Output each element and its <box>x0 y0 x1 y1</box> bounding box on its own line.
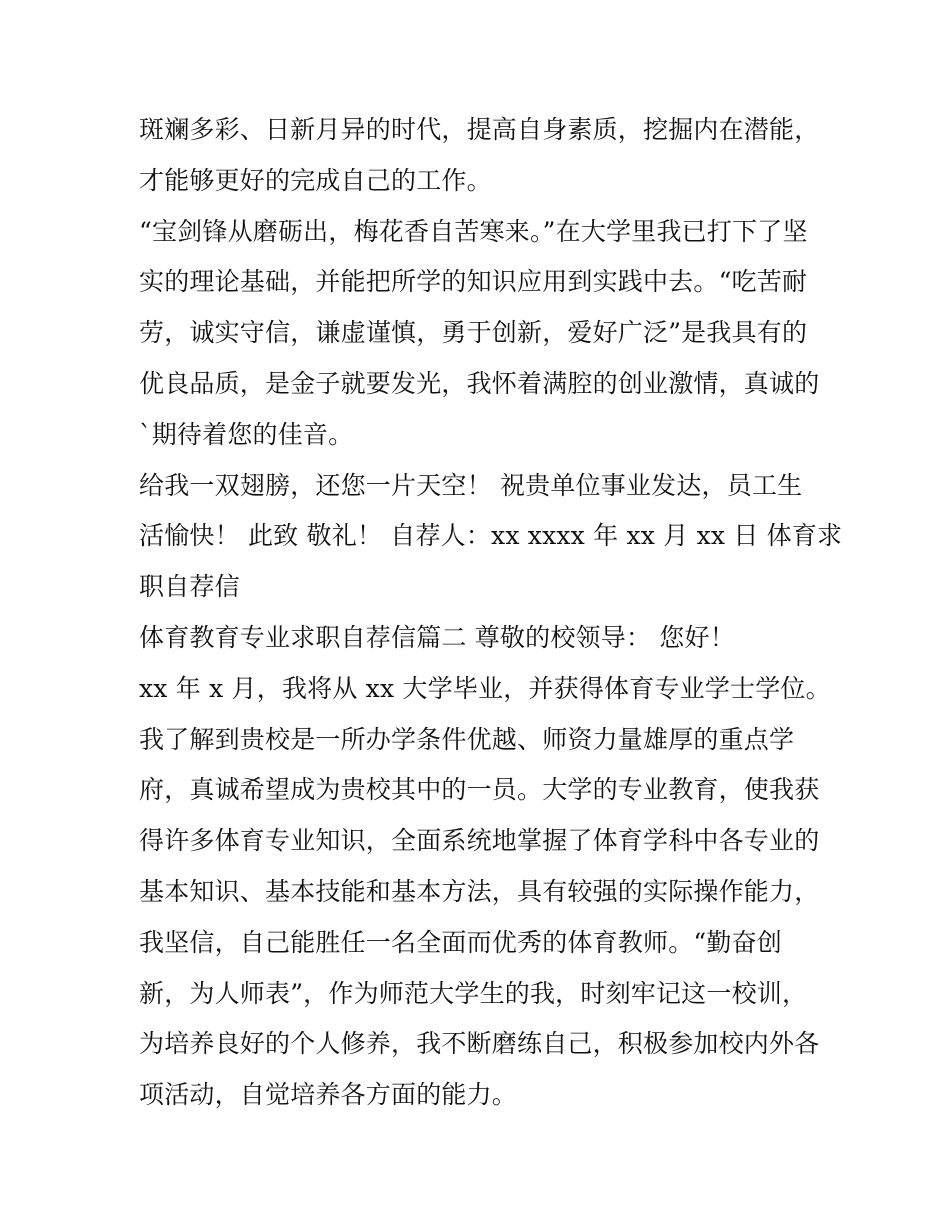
text-line: 才能够更好的完成自己的工作。 <box>139 165 492 195</box>
text-line: xx 年 x 月，我将从 xx 大学毕业，并获得体育专业学士学位。 <box>139 673 831 703</box>
document-body <box>139 105 843 1121</box>
text-line: 项活动，自觉培养各方面的能力。 <box>139 1080 518 1110</box>
text-line: 府，真诚希望成为贵校其中的一员。大学的专业教育，使我获 <box>139 775 820 805</box>
text-line: 我坚信，自己能胜任一名全面而优秀的体育教师。“勤奋创 <box>139 927 782 957</box>
text-line: 体育教育专业求职自荐信篇二 尊敬的校领导： 您好！ <box>139 622 735 652</box>
text-line: “宝剑锋从磨砺出，梅花香自苦寒来。”在大学里我已打下了坚 <box>139 216 808 246</box>
text-line: `期待着您的佳音。 <box>139 419 354 449</box>
text-line: 为培养良好的个人修养，我不断磨练自己，积极参加校内外各 <box>139 1029 820 1059</box>
text-line: 优良品质，是金子就要发光，我怀着满腔的创业激情，真诚的 <box>139 368 820 398</box>
text-line: 职自荐信 <box>139 572 240 602</box>
text-line: 活愉快！ 此致 敬礼！ 自荐人：xx xxxx 年 xx 月 xx 日 体育求 <box>139 521 843 551</box>
text-line: 得许多体育专业知识，全面系统地掌握了体育学科中各专业的 <box>139 826 820 856</box>
text-line: 实的理论基础，并能把所学的知识应用到实践中去。“吃苦耐 <box>139 267 808 297</box>
text-line: 我了解到贵校是一所办学条件优越、师资力量雄厚的重点学 <box>139 724 795 754</box>
text-line: 斑斓多彩、日新月异的时代，提高自身素质，挖掘内在潜能， <box>139 115 820 144</box>
text-line: 给我一双翅膀，还您一片天空！ 祝贵单位事业发达，员工生 <box>139 470 803 500</box>
text-line: 新，为人师表”，作为师范大学生的我，时刻牢记这一校训， <box>139 978 808 1008</box>
text-line: 劳，诚实守信，谦虚谨慎，勇于创新，爱好广泛”是我具有的 <box>139 318 808 348</box>
text-line: 基本知识、基本技能和基本方法，具有较强的实际操作能力， <box>139 876 820 906</box>
